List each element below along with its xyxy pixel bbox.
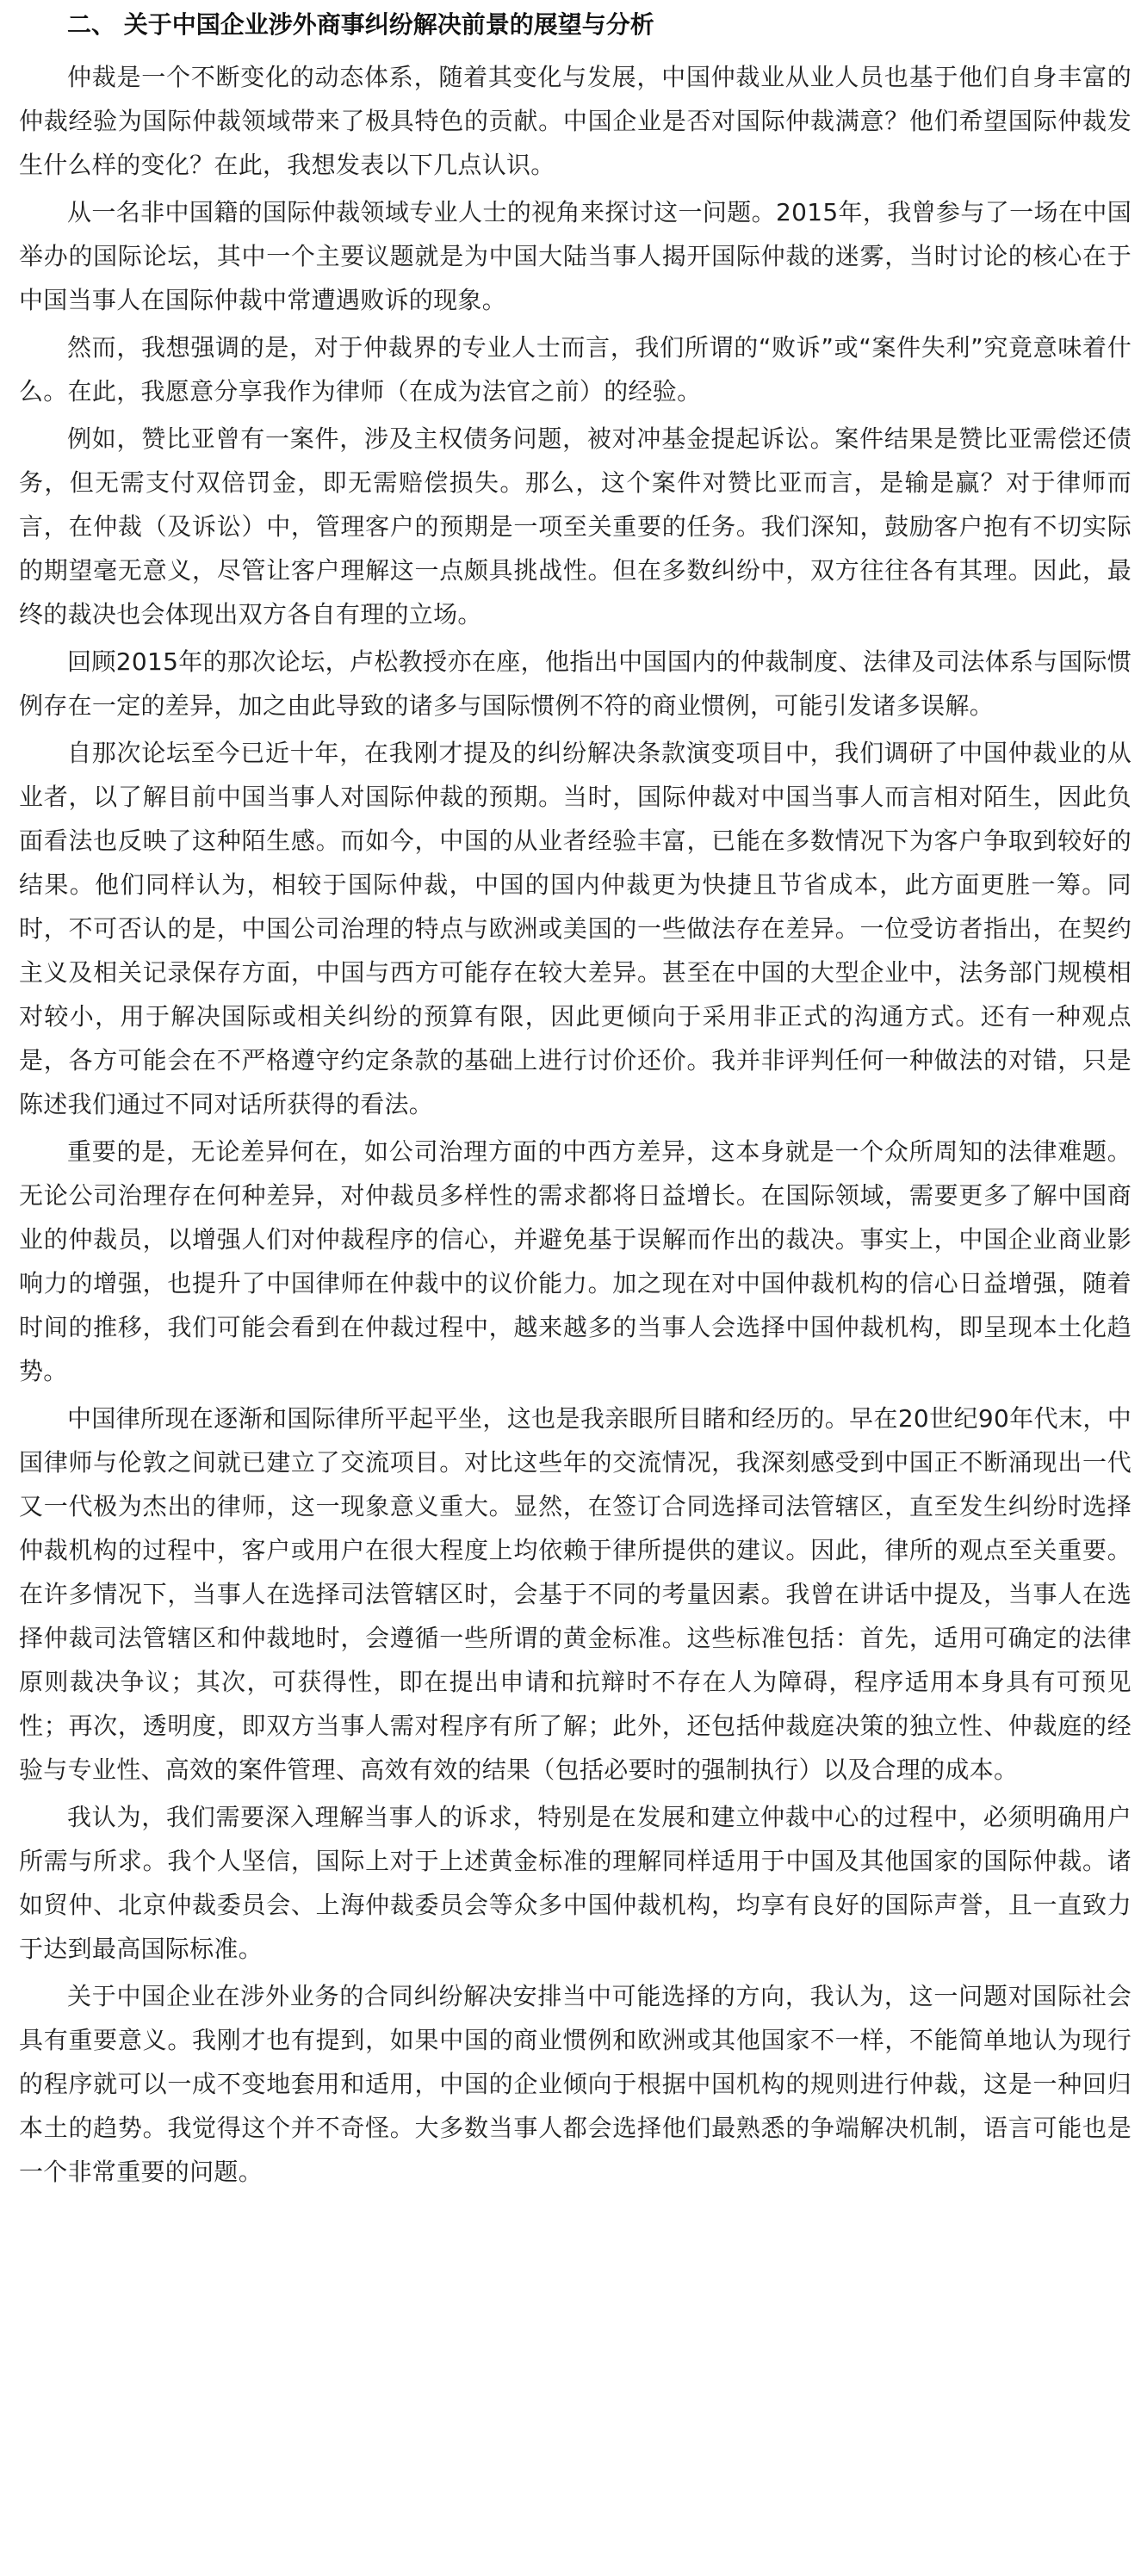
paragraph-4: 例如，赞比亚曾有一案件，涉及主权债务问题，被对冲基金提起诉讼。案件结果是赞比亚需偿还债务，但无需支付双倍罚金，即无需赔偿损失。那么，这个案件对赞比亚而言，是输是赢？对于律师而言，在仲裁（及诉讼）中，管理客户的预期是一项至关重要的任务。我们深知，鼓励客户抱有不切实际的期望毫无意义，尽管让客户理解这一点颇具挑战性。但在多数纠纷中，双方往往各有其理。因此，最终的裁决也会体现出双方各自有理的立场。	[19, 424, 1132, 629]
paragraph-8: 中国律所现在逐渐和国际律所平起平坐，这也是我亲眼所目睹和经历的。早在20世纪90年代末，中国律师与伦敦之间就已建立了交流项目。对比这些年的交流情况，我深刻感受到中国正不断涌现出一代又一代极为杰出的律师，这一现象意义重大。显然，在签订合同选择司法管辖区，直至发生纠纷时选择仲裁机构的过程中，客户或用户在很大程度上均依赖于律所提供的建议。因此，律所的观点至关重要。在许多情况下，当事人在选择司法管辖区时，会基于不同的考量因素。我曾在讲话中提及，当事人在选择仲裁司法管辖区和仲裁地时，会遵循一些所谓的黄金标准。这些标准包括：首先，适用可确定的法律原则裁决争议；其次，可获得性，即在提出申请和抗辩时不存在人为障碍，程序适用本身具有可预见性；再次，透明度，即双方当事人需对程序有所了解；此外，还包括仲裁庭决策的独立性、仲裁庭的经验与专业性、高效的案件管理、高效有效的结果（包括必要时的强制执行）以及合理的成本。	[19, 1404, 1132, 1784]
paragraph-3: 然而，我想强调的是，对于仲裁界的专业人士而言，我们所谓的“败诉”或“案件失利”究竟意味着什么。在此，我愿意分享我作为律师（在成为法官之前）的经验。	[19, 333, 1132, 406]
paragraph-6: 自那次论坛至今已近十年，在我刚才提及的纠纷解决条款演变项目中，我们调研了中国仲裁业的从业者，以了解目前中国当事人对国际仲裁的预期。当时，国际仲裁对中国当事人而言相对陌生，因此负面看法也反映了这种陌生感。而如今，中国的从业者经验丰富，已能在多数情况下为客户争取到较好的结果。他们同样认为，相较于国际仲裁，中国的国内仲裁更为快捷且节省成本，此方面更胜一筹。同时，不可否认的是，中国公司治理的特点与欧洲或美国的一些做法存在差异。一位受访者指出，在契约主义及相关记录保存方面，中国与西方可能存在较大差异。甚至在中国的大型企业中，法务部门规模相对较小，用于解决国际或相关纠纷的预算有限，因此更倾向于采用非正式的沟通方式。还有一种观点是，各方可能会在不严格遵守约定条款的基础上进行讨价还价。我并非评判任何一种做法的对错，只是陈述我们通过不同对话所获得的看法。	[19, 739, 1132, 1118]
paragraph-9: 我认为，我们需要深入理解当事人的诉求，特别是在发展和建立仲裁中心的过程中，必须明确用户所需与所求。我个人坚信，国际上对于上述黄金标准的理解同样适用于中国及其他国家的国际仲裁。诸如贸仲、北京仲裁委员会、上海仲裁委员会等众多中国仲裁机构，均享有良好的国际声誉，且一直致力于达到最高国际标准。	[19, 1803, 1132, 1963]
paragraph-5: 回顾2015年的那次论坛，卢松教授亦在座，他指出中国国内的仲裁制度、法律及司法体系与国际惯例存在一定的差异，加之由此导致的诸多与国际惯例不符的商业惯例，可能引发诸多误解。	[19, 647, 1132, 720]
section-heading: 二、 关于中国企业涉外商事纠纷解决前景的展望与分析	[67, 10, 654, 39]
paragraph-2: 从一名非中国籍的国际仲裁领域专业人士的视角来探讨这一问题。2015年，我曾参与了一场在中国举办的国际论坛，其中一个主要议题就是为中国大陆当事人揭开国际仲裁的迷雾，当时讨论的核心在于中国当事人在国际仲裁中常遭遇败诉的现象。	[19, 198, 1132, 314]
paragraph-10: 关于中国企业在涉外业务的合同纠纷解决安排当中可能选择的方向，我认为，这一问题对国际社会具有重要意义。我刚才也有提到，如果中国的商业惯例和欧洲或其他国家不一样，不能简单地认为现行的程序就可以一成不变地套用和适用，中国的企业倾向于根据中国机构的规则进行仲裁，这是一种回归本土的趋势。我觉得这个并不奇怪。大多数当事人都会选择他们最熟悉的争端解决机制，语言可能也是一个非常重要的问题。	[19, 1982, 1132, 2186]
paragraph-7: 重要的是，无论差异何在，如公司治理方面的中西方差异，这本身就是一个众所周知的法律难题。无论公司治理存在何种差异，对仲裁员多样性的需求都将日益增长。在国际领域，需要更多了解中国商业的仲裁员，以增强人们对仲裁程序的信心，并避免基于误解而作出的裁决。事实上，中国企业商业影响力的增强，也提升了中国律师在仲裁中的议价能力。加之现在对中国仲裁机构的信心日益增强，随着时间的推移，我们可能会看到在仲裁过程中，越来越多的当事人会选择中国仲裁机构，即呈现本土化趋势。	[19, 1137, 1132, 1385]
paragraph-1: 仲裁是一个不断变化的动态体系，随着其变化与发展，中国仲裁业从业人员也基于他们自身丰富的仲裁经验为国际仲裁领域带来了极具特色的贡献。中国企业是否对国际仲裁满意？他们希望国际仲裁发生什么样的变化？在此，我想发表以下几点认识。	[19, 63, 1132, 179]
